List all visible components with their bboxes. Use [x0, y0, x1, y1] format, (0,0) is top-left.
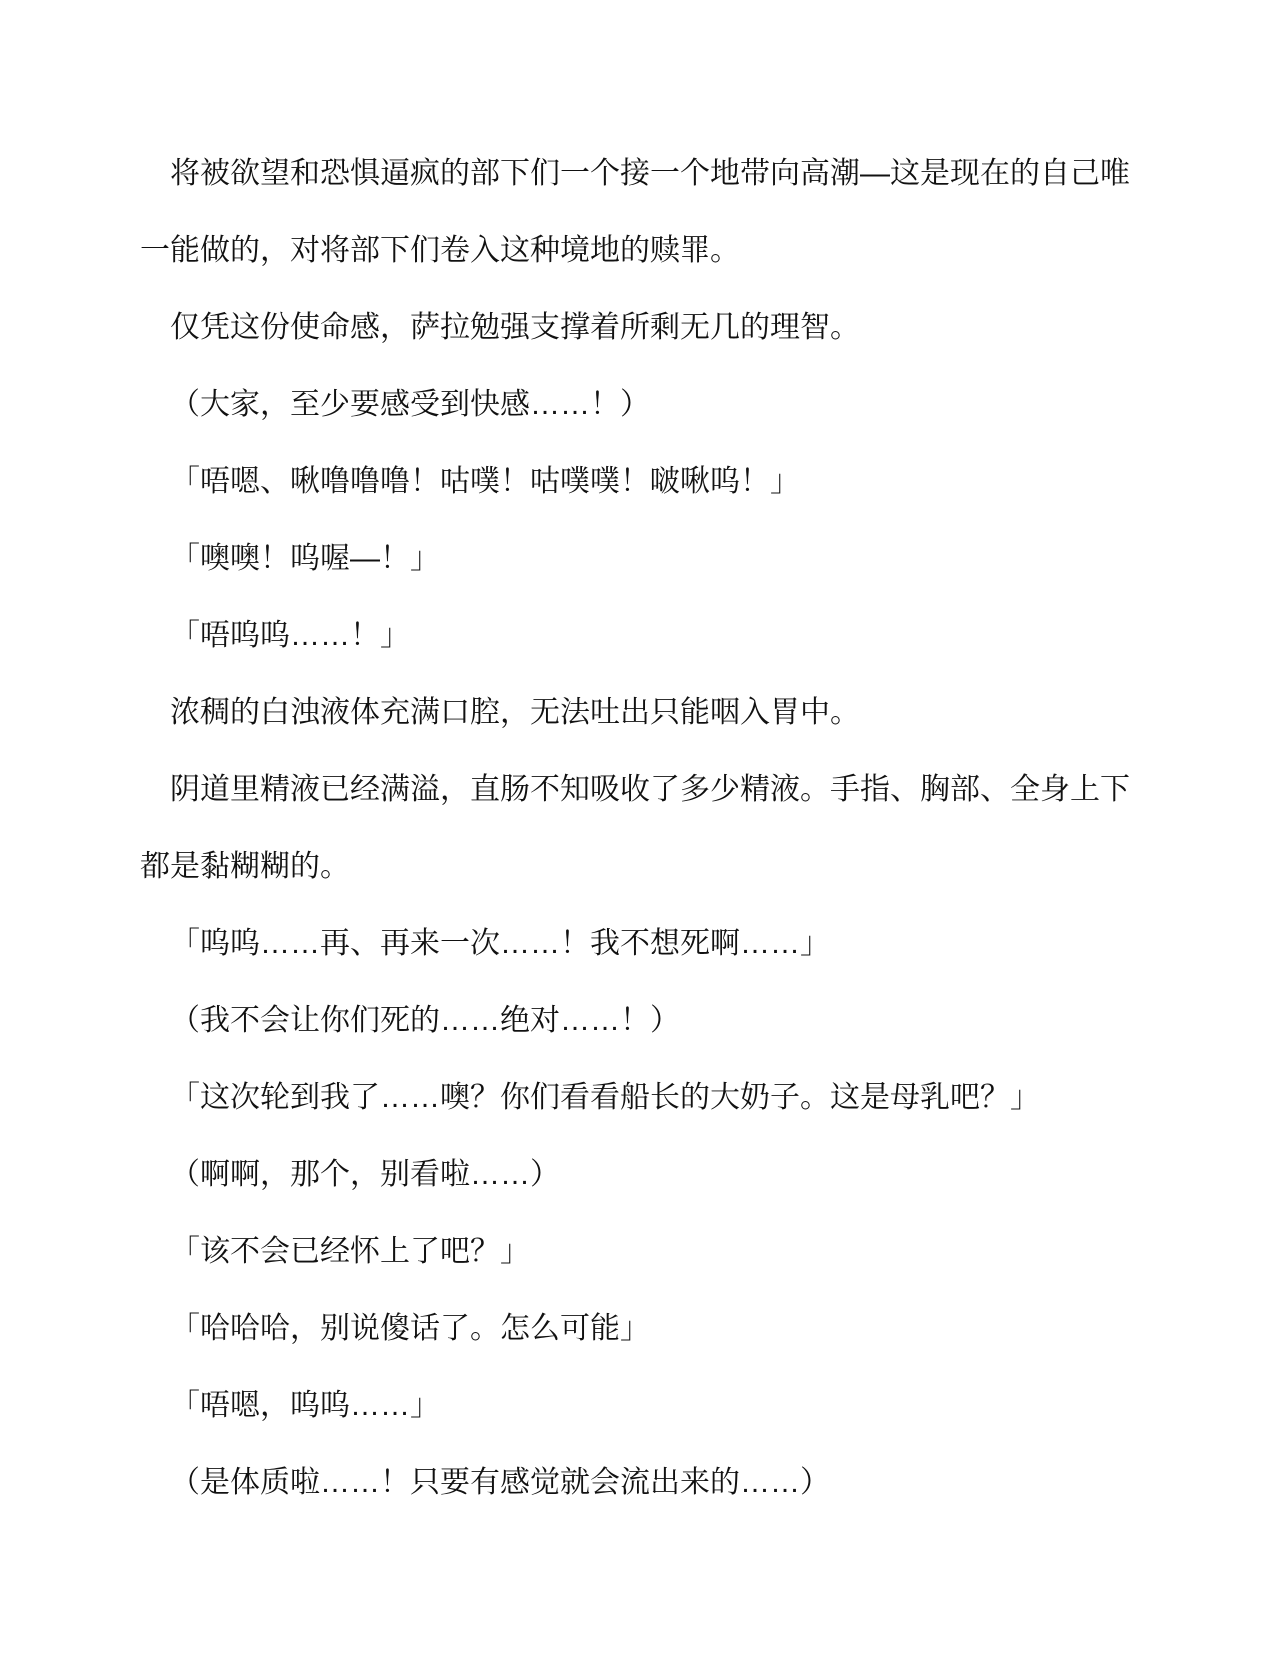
- paragraph: 浓稠的白浊液体充满口腔，无法吐出只能咽入胃中。: [170, 696, 860, 729]
- paragraph: 「呜呜……再、再来一次……！我不想死啊……」: [170, 927, 830, 960]
- paragraph: 「唔嗯、啾噜噜噜！咕噗！咕噗噗！啵啾呜！」: [170, 465, 800, 498]
- paragraph: 「唔嗯，呜呜……」: [170, 1389, 440, 1422]
- paragraph: 「该不会已经怀上了吧？」: [170, 1235, 530, 1268]
- paragraph: 阴道里精液已经满溢，直肠不知吸收了多少精液。手指、胸部、全身上下都是黏糊糊的。: [140, 773, 1130, 883]
- paragraph: 仅凭这份使命感，萨拉勉强支撑着所剩无几的理智。: [170, 311, 860, 344]
- novel-text-body: [140, 135, 1130, 1521]
- paragraph: 「哈哈哈，别说傻话了。怎么可能」: [170, 1312, 650, 1345]
- paragraph: （啊啊，那个，别看啦……）: [170, 1158, 560, 1191]
- paragraph: 将被欲望和恐惧逼疯的部下们一个接一个地带向高潮—这是现在的自己唯一能做的，对将部下们卷入这种境地的赎罪。: [140, 157, 1130, 267]
- paragraph: （大家，至少要感受到快感……！）: [170, 388, 650, 421]
- paragraph: 「这次轮到我了……噢？你们看看船长的大奶子。这是母乳吧？」: [170, 1081, 1040, 1114]
- paragraph: 「唔呜呜……！」: [170, 619, 410, 652]
- paragraph: （我不会让你们死的……绝对……！）: [170, 1004, 680, 1037]
- paragraph: （是体质啦……！只要有感觉就会流出来的……）: [170, 1466, 830, 1499]
- paragraph: 「噢噢！呜喔—！」: [170, 542, 440, 575]
